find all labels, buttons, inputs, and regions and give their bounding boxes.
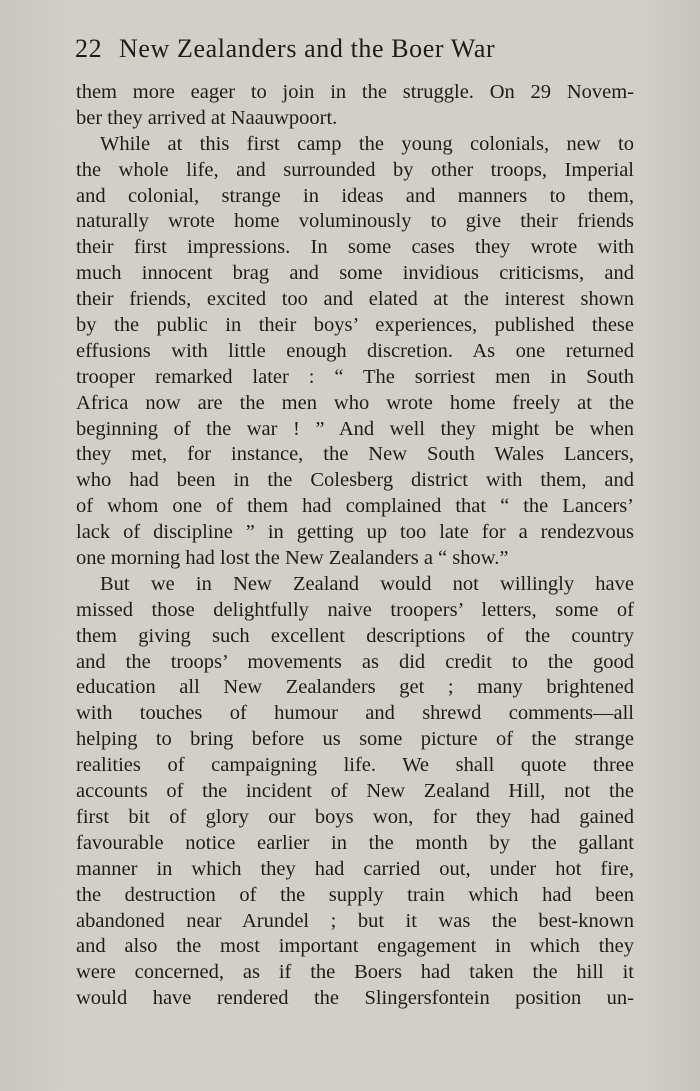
running-head	[75, 34, 635, 64]
text-line: and colonial, strange in ideas and manners to them,	[76, 184, 634, 207]
text-line: much innocent brag and some invidious criticisms, and	[76, 262, 634, 285]
text-line: effusions with little enough discretion. As one returned	[76, 339, 634, 362]
text-line: of whom one of them had complained that “ the Lancers’	[76, 495, 634, 518]
text-line: missed those delightfully naive troopers’ letters, some of	[76, 598, 634, 621]
text-line: their first impressions. In some cases they wrote with	[76, 236, 634, 259]
text-line: favourable notice earlier in the month by the gallant	[76, 831, 634, 854]
text-line: Africa now are the men who wrote home freely at the	[76, 391, 634, 414]
text-line: education all New Zealanders get ; many brightened	[76, 676, 634, 699]
text-line: and also the most important engagement in which they	[76, 935, 634, 958]
text-line: their friends, excited too and elated at the interest shown	[76, 288, 634, 311]
text-line: realities of campaigning life. We shall quote three	[76, 754, 634, 777]
text-line: naturally wrote home voluminously to give their friends	[76, 210, 634, 233]
text-line: and the troops’ movements as did credit to the good	[76, 650, 634, 673]
text-line: lack of discipline ” in getting up too late for a rendezvous	[76, 521, 634, 544]
text-line: But we in New Zealand would not willingly have	[100, 572, 634, 595]
text-line: who had been in the Colesberg district with them, and	[76, 469, 634, 492]
text-line: trooper remarked later : “ The sorriest men in South	[76, 365, 634, 388]
text-line: While at this first camp the young colonials, new to	[100, 132, 634, 155]
text-line: them giving such excellent descriptions of the country	[76, 624, 634, 647]
body-text	[76, 80, 634, 1012]
text-line: accounts of the incident of New Zealand Hill, not the	[76, 780, 634, 803]
text-line: by the public in their boys’ experiences, published these	[76, 314, 634, 337]
text-line: helping to bring before us some picture of the strange	[76, 728, 634, 751]
text-line: were concerned, as if the Boers had taken the hill it	[76, 961, 634, 984]
text-line: with touches of humour and shrewd comments—all	[76, 702, 634, 725]
text-line: the whole life, and surrounded by other troops, Imperial	[76, 158, 634, 181]
text-line: manner in which they had carried out, under hot fire,	[76, 857, 634, 880]
text-line: abandoned near Arundel ; but it was the best-known	[76, 909, 634, 932]
text-line: first bit of glory our boys won, for they had gained	[76, 805, 634, 828]
text-line: them more eager to join in the struggle. On 29 Novem-	[76, 81, 634, 103]
text-line: would have rendered the Slingersfontein position un-	[76, 987, 634, 1010]
text-line: they met, for instance, the New South Wales Lancers,	[76, 443, 634, 466]
text-line: ber they arrived at Naauwpoort.	[76, 106, 338, 129]
page-number: 22	[75, 34, 103, 63]
running-head-title: New Zealanders and the Boer War	[119, 34, 496, 63]
text-line: one morning had lost the New Zealanders a “ show.”	[76, 547, 509, 570]
text-line: the destruction of the supply train which had been	[76, 883, 634, 906]
text-line: beginning of the war ! ” And well they might be when	[76, 417, 634, 440]
